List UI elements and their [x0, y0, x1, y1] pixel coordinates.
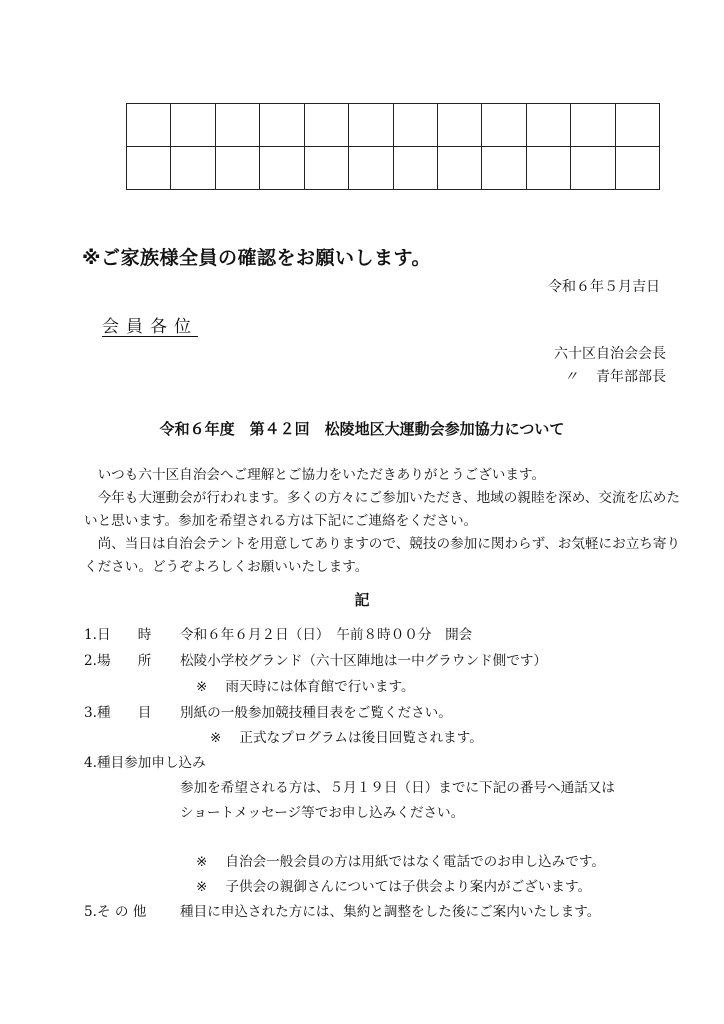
stamp-cell: [394, 104, 438, 147]
item-events: [84, 701, 704, 725]
stamp-cell: [571, 147, 615, 190]
ditto-mark: 〃: [564, 369, 578, 385]
stamp-cell: [216, 104, 260, 147]
item-location: [84, 649, 704, 673]
stamp-cell: [438, 147, 482, 190]
stamp-cell: [349, 104, 393, 147]
stamp-cell: [438, 104, 482, 147]
item-label: 2.場 所: [84, 653, 152, 669]
stamp-cell: [482, 104, 526, 147]
stamp-cell: [216, 147, 260, 190]
stamp-cell: [171, 147, 215, 190]
stamp-cell: [482, 147, 526, 190]
stamp-cell: [616, 147, 660, 190]
stamp-cell: [616, 104, 660, 147]
application-note-2: [196, 875, 591, 899]
stamp-cell: [349, 147, 393, 190]
stamp-cell: [527, 104, 571, 147]
body-paragraph-1: いつも六十区自治会へご理解とご協力をいただきありがとうございます。: [97, 467, 546, 483]
body-text: [84, 464, 684, 579]
item-label: 5.そ の 他: [84, 904, 147, 920]
stamp-grid: [126, 103, 660, 190]
note-text: 雨天時には体育館で行います。: [225, 679, 415, 695]
item-events-note: [210, 726, 483, 750]
ki-heading: 記: [354, 591, 370, 609]
item-value: 松陵小学校グランド（六十区陣地は一中グラウンド側です）: [180, 653, 548, 669]
sender-line-2: [564, 366, 666, 386]
stamp-cell: [260, 104, 304, 147]
stamp-cell: [127, 147, 171, 190]
stamp-cell: [171, 104, 215, 147]
note-text: 正式なプログラムは後日回覧されます。: [239, 730, 483, 746]
note-text: 自治会一般会員の方は用紙ではなく電話でのお申し込みです。: [225, 854, 605, 870]
body-paragraph-3: 尚、当日は自治会テントを用意してありますので、競技の参加に関わらず、お気軽にお立ち寄りください。どうぞよろしくお願いいたします。: [84, 536, 681, 575]
sender-line-1: 六十区自治会会長: [554, 346, 666, 362]
body-paragraph-2: 今年も大運動会が行われます。多くの方々にご参加いただき、地域の親睦を深め、交流を広めたいと思います。参加を希望される方は下記にご連絡をください。: [84, 490, 680, 529]
note-mark: ※: [196, 854, 208, 870]
item-location-note: [196, 675, 415, 699]
stamp-cell: [127, 104, 171, 147]
item-label: 4.種目参加申し込み: [84, 755, 206, 771]
application-note-1: [196, 850, 605, 874]
stamp-cell: [394, 147, 438, 190]
note-mark: ※: [196, 879, 208, 895]
item-value: 種目に申込された方には、集約と調整をした後にご案内いたします。: [180, 904, 601, 920]
application-line-2: ショートメッセージ等でお申し込みください。: [180, 805, 465, 821]
stamp-cell: [260, 147, 304, 190]
stamp-cell: [527, 147, 571, 190]
item-label: 3.種 目: [84, 705, 152, 721]
addressee: 会員各位: [102, 317, 198, 337]
sender-title: 青年部部長: [596, 369, 666, 385]
item-other: [84, 900, 704, 924]
item-date-time: [84, 623, 704, 647]
note-mark: ※: [210, 730, 222, 746]
item-value: 別紙の一般参加競技種目表をご覧ください。: [180, 705, 452, 721]
item-value: 令和６年６月２日（日） 午前８時００分 開会: [180, 627, 473, 643]
item-label: 1.日 時: [84, 627, 152, 643]
item-application: [84, 751, 704, 775]
application-line-1: 参加を希望される方は、５月１９日（日）までに下記の番号へ通話又は: [180, 780, 615, 796]
note-text: 子供会の親御さんについては子供会より案内がございます。: [225, 879, 592, 895]
stamp-cell: [571, 104, 615, 147]
note-mark: ※: [196, 679, 208, 695]
stamp-cell: [305, 147, 349, 190]
notice-heading: ※ご家族様全員の確認をお願いします。: [82, 247, 431, 269]
document-title: 令和６年度 第４２回 松陵地区大運動会参加協力について: [159, 420, 565, 438]
issue-date: 令和６年５月吉日: [548, 279, 660, 295]
stamp-cell: [305, 104, 349, 147]
